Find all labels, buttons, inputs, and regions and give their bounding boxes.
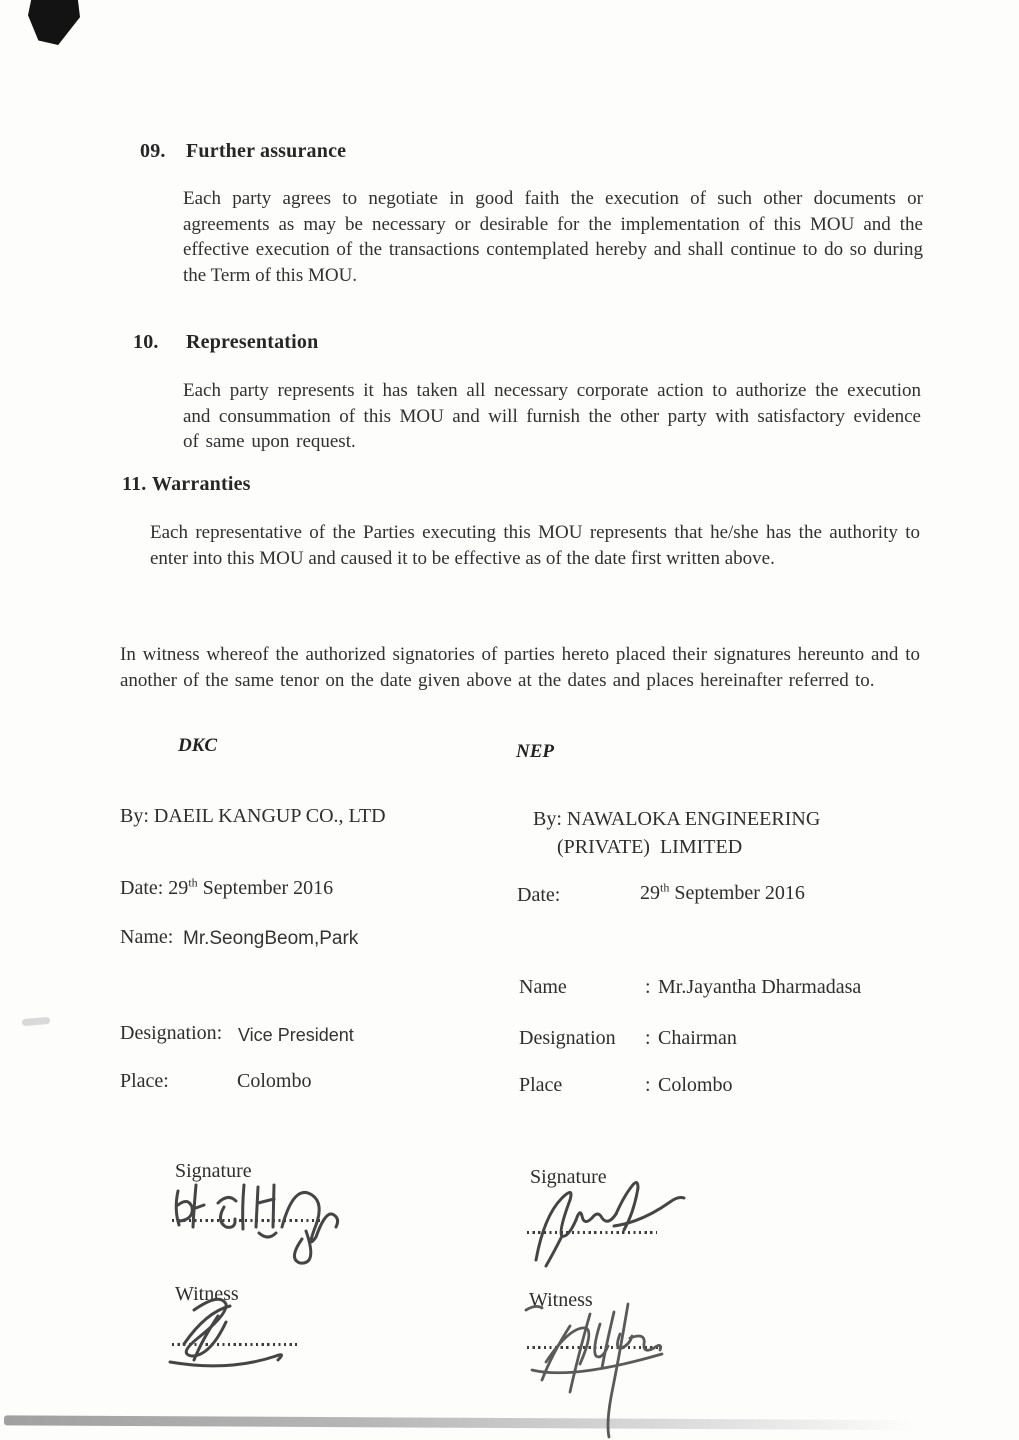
party-left-name-value: Mr.SeongBeom,Park xyxy=(183,928,359,949)
scan-corner-artifact xyxy=(28,0,80,45)
section-09-number: 09. xyxy=(140,140,166,162)
party-right-date-ordinal: th xyxy=(660,880,670,895)
section-11-title: Warranties xyxy=(152,473,251,495)
right-signature-scribble xyxy=(518,1168,718,1273)
party-right-name-value: Mr.Jayantha Dharmadasa xyxy=(658,976,862,998)
scan-bottom-band-artifact xyxy=(4,1415,1014,1430)
party-right-date-label: Date: xyxy=(517,884,561,906)
party-left-by-line: By: DAEIL KANGUP CO., LTD xyxy=(120,805,386,827)
section-11-body: Each representative of the Parties executing this MOU represents that he/she has the authority to enter into this MOU and caused it to be effective as of the date first written above. xyxy=(150,522,920,569)
party-left-designation-label: Designation: xyxy=(120,1022,223,1044)
right-signature-label: Signature xyxy=(530,1166,607,1188)
party-right-date-rest: September 2016 xyxy=(669,882,805,904)
party-right-shortname: NEP xyxy=(516,741,554,762)
party-left-place-value: Colombo xyxy=(237,1070,312,1092)
party-right-designation-colon: : xyxy=(645,1027,651,1049)
party-left-place-label: Place: xyxy=(120,1070,169,1092)
section-10-body: Each party represents it has taken all necessary corporate action to authorize the execution and consummation of this MOU and will furnish the other party with satisfactory evidence of same upon request. xyxy=(183,380,921,452)
party-right-place-colon: : xyxy=(645,1074,651,1096)
section-11-number: 11. xyxy=(122,473,147,495)
scan-smudge-artifact xyxy=(22,1017,51,1026)
party-right-name-colon: : xyxy=(645,976,651,998)
party-right-place-value: Colombo xyxy=(658,1074,733,1096)
party-right-by-line1: By: NAWALOKA ENGINEERING xyxy=(533,808,821,830)
left-witness-scribble xyxy=(158,1288,318,1383)
party-right-designation-value: Chairman xyxy=(658,1027,737,1049)
party-left-name-label: Name: xyxy=(120,926,174,948)
section-10-number: 10. xyxy=(133,331,159,353)
party-left-date-ordinal: th xyxy=(188,875,198,890)
party-left-date-day: Date: 29 xyxy=(120,877,189,899)
party-right-place-label: Place xyxy=(519,1074,563,1096)
witness-clause: In witness whereof the authorized signatories of parties hereto placed their signatures hereunto and to another of the same tenor on the date given above at the dates and places hereinafter referred to. xyxy=(120,644,920,691)
right-witness-scribble xyxy=(512,1292,697,1440)
party-left-designation-value: Vice President xyxy=(238,1025,354,1045)
party-right-name-label: Name xyxy=(519,976,567,998)
left-signature-scribble xyxy=(166,1175,376,1270)
section-09-body: Each party agrees to negotiate in good faith the execution of such other documents or agreements as may be necessary or desirable for the implementation of this MOU and the effective execution of the transactions contemplated hereby and shall continue to do so during the Term of this MOU. xyxy=(183,188,923,286)
party-left-date-rest: September 2016 xyxy=(197,877,334,899)
party-right-date-day: 29 xyxy=(640,882,660,904)
left-signature-label: Signature xyxy=(175,1160,252,1182)
party-left-shortname: DKC xyxy=(178,735,218,756)
section-09-title: Further assurance xyxy=(186,140,347,162)
party-left-date xyxy=(120,877,333,900)
section-10-title: Representation xyxy=(186,331,319,353)
party-right-date xyxy=(640,882,805,905)
left-witness-label: Witness xyxy=(175,1283,239,1305)
party-right-designation-label: Designation xyxy=(519,1027,616,1049)
party-right-by-line2: (PRIVATE) LIMITED xyxy=(557,836,743,858)
right-witness-label: Witness xyxy=(529,1289,593,1311)
